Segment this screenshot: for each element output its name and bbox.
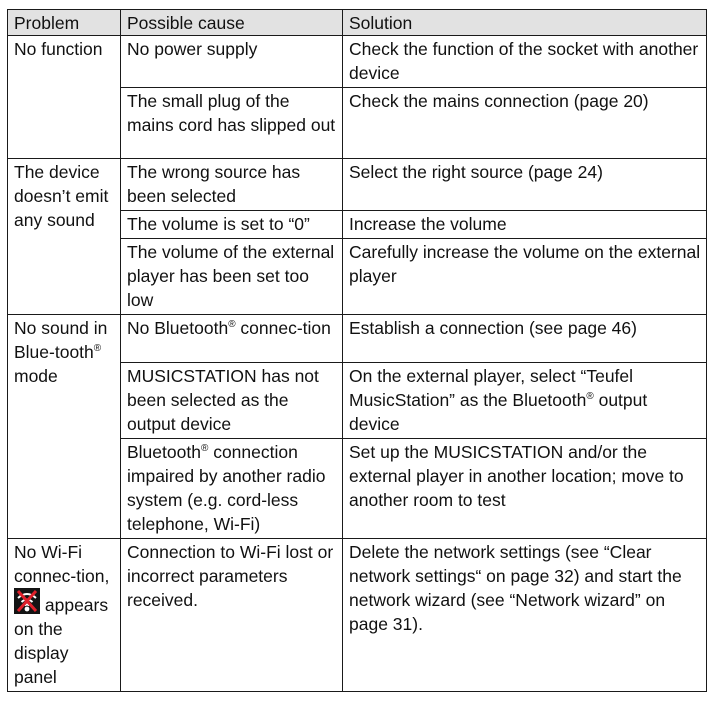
cause-text: No Bluetooth — [127, 318, 229, 338]
cause-text: connec-tion — [235, 318, 331, 338]
solution-cell: Carefully increase the volume on the external player — [343, 239, 707, 315]
cause-cell — [121, 315, 343, 363]
header-problem: Problem — [8, 10, 121, 36]
wifi-disconnected-icon — [14, 588, 40, 614]
solution-cell: Delete the network settings (see “Clear network settings“ on page 32) and start the network wizard (see “Network wizard” on page 31). — [343, 539, 707, 692]
registered-mark: ® — [586, 391, 594, 402]
solution-cell: Increase the volume — [343, 211, 707, 239]
cause-text: Bluetooth — [127, 442, 201, 462]
header-solution: Solution — [343, 10, 707, 36]
solution-text: output device — [349, 390, 648, 434]
problem-cell — [8, 539, 121, 692]
cause-cell: The wrong source has been selected — [121, 159, 343, 211]
problem-cell: The device doesn’t emit any sound — [8, 159, 121, 315]
table-row — [8, 315, 707, 363]
cause-cell: The small plug of the mains cord has slipped out — [121, 88, 343, 159]
cause-cell: The volume is set to “0” — [121, 211, 343, 239]
problem-text: No Wi-Fi connec-tion, — [14, 542, 110, 586]
cause-text: connection impaired by another radio system (e.g. cord-less telephone, Wi-Fi) — [127, 442, 326, 534]
registered-mark: ® — [228, 319, 236, 330]
cause-cell: The volume of the external player has been set too low — [121, 239, 343, 315]
problem-text: No sound in Blue-tooth — [14, 318, 108, 362]
solution-cell: Check the mains connection (page 20) — [343, 88, 707, 159]
solution-cell: Set up the MUSICSTATION and/or the external player in another location; move to another room to test — [343, 439, 707, 539]
table-row — [8, 36, 707, 88]
troubleshooting-table — [7, 9, 707, 692]
cause-cell: No power supply — [121, 36, 343, 88]
problem-cell — [8, 315, 121, 539]
problem-text: appears on the display panel — [14, 595, 109, 687]
header-row — [8, 10, 707, 36]
problem-cell: No function — [8, 36, 121, 159]
table-row — [8, 159, 707, 211]
solution-cell: Establish a connection (see page 46) — [343, 315, 707, 363]
registered-mark: ® — [200, 443, 209, 454]
cause-cell: MUSICSTATION has not been selected as the output device — [121, 363, 343, 439]
cause-cell: Connection to Wi-Fi lost or incorrect parameters received. — [121, 539, 343, 692]
registered-mark: ® — [93, 343, 102, 354]
cause-cell — [121, 439, 343, 539]
solution-cell: Select the right source (page 24) — [343, 159, 707, 211]
solution-cell: Check the function of the socket with another device — [343, 36, 707, 88]
solution-text: On the external player, select “Teufel MusicStation” as the Bluetooth — [349, 366, 634, 410]
header-cause: Possible cause — [121, 10, 343, 36]
solution-cell — [343, 363, 707, 439]
problem-text: mode — [14, 366, 58, 386]
table-row — [8, 539, 707, 692]
